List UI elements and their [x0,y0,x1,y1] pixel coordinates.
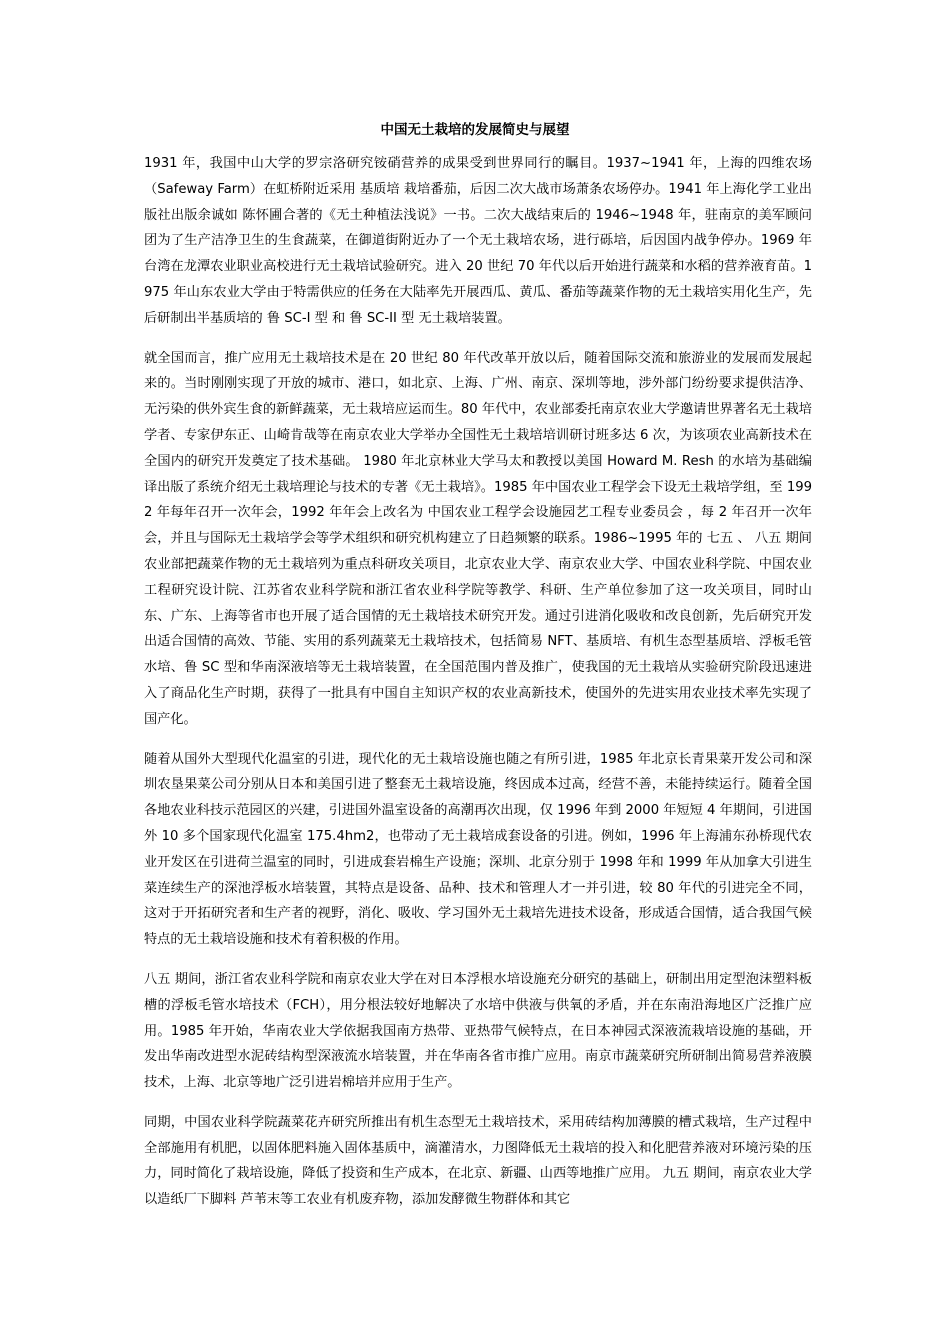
paragraph-organic-cultivation: 同期，中国农业科学院蔬菜花卉研究所推出有机生态型无土栽培技术，采用砖结构加薄膜的槽式栽培，生产过程中全部施用有机肥，以固体肥料施入固体基质中，滴灌清水，力图降低无土栽培的投入和化肥营养液对环境污染的压力，同时简化了栽培设施，降低了投资和生产成本，在北京、新疆、山西等地推广应用。 九五 期间，南京农业大学以造纸厂下脚料 芦苇末等工农业有机废弃物，添加发酵微生物群体和其它 [144,1114,812,1208]
document-title: 中国无土栽培的发展简史与展望 [380,122,570,138]
paragraph-foreign-import: 随着从国外大型现代化温室的引进，现代化的无土栽培设施也随之有所引进，1985 年北京长青果菜开发公司和深圳农垦果菜公司分别从日本和美国引进了整套无土栽培设施，终因成本过高，经营不善，未能持续运行。随着全国各地农业科技示范园区的兴建，引进国外温室设备的高潮再次出现，仅 1996 年到 2000 年短短 4 年期间，引进国外 10 多个国家现代化温室 175.4hm2，也带动了无土栽培成套设备的引进。例如，1996 年上海浦东孙桥现代农业开发区在引进荷兰温室的同时，引进成套岩棉生产设施；深圳、北京分别于 1998 年和 1999 年从加拿大引进生菜连续生产的深池浮板水培装置，其特点是设备、品种、技术和管理人才一并引进，较 80 年代的引进完全不同，这对于开拓研究者和生产者的视野，消化、吸收、学习国外无土栽培先进技术设备，形成适合国情，适合我国气候特点的无土栽培设施和技术有着积极的作用。 [144,751,812,948]
document-body [144,151,812,1227]
paragraph-national-promotion: 就全国而言，推广应用无土栽培技术是在 20 世纪 80 年代改革开放以后，随着国际交流和旅游业的发展而发展起来的。当时刚刚实现了开放的城市、港口，如北京、上海、广州、南京、深圳等地，涉外部门纷纷要求提供洁净、无污染的供外宾生食的新鲜蔬菜，无土栽培应运而生。80 年代中，农业部委托南京农业大学邀请世界著名无土栽培学者、专家伊东正、山崎肯哉等在南京农业大学举办全国性无土栽培培训研讨班多达 6 次，为该项农业高新技术在全国内的研究开发奠定了技术基础。 1980 年北京林业大学马太和教授以美国 Howard M. Resh 的水培为基础编译出版了系统介绍无土栽培理论与技术的专著《无土栽培》。1985 年中国农业工程学会下设无土栽培学组，至 1992 年每年召开一次年会，1992 年年会上改名为 中国农业工程学会设施园艺工程专业委员会 ，每 2 年召开一次年会，并且与国际无土栽培学会等学术组织和研究机构建立了日趋频繁的联系。1986~1995 年的 七五 、 八五 期间农业部把蔬菜作物的无土栽培列为重点科研攻关项目，北京农业大学、南京农业大学、中国农业科学院、中国农业工程研究设计院、江苏省农业科学院和浙江省农业科学院等教学、科研、生产单位参加了这一攻关项目，同时山东、广东、上海等省市也开展了适合国情的无土栽培技术研究开发。通过引进消化吸收和改良创新，先后研究开发出适合国情的高效、节能、实用的系列蔬菜无土栽培技术，包括简易 NFT、基质培、有机生态型基质培、浮板毛管水培、鲁 SC 型和华南深液培等无土栽培装置，在全国范围内普及推广，使我国的无土栽培从实验研究阶段迅速进入了商品化生产时期，获得了一批具有中国自主知识产权的农业高新技术，使国外的先进实用农业技术率先实现了国产化。 [144,350,812,727]
paragraph-eighth-five-year: 八五 期间，浙江省农业科学院和南京农业大学在对日本浮根水培设施充分研究的基础上，研制出用定型泡沫塑料板槽的浮板毛管水培技术（FCH），用分根法较好地解决了水培中供液与供氧的矛盾，并在东南沿海地区广泛推广应用。1985 年开始，华南农业大学依据我国南方热带、亚热带气候特点，在日本神园式深液流栽培设施的基础，开发出华南改进型水泥砖结构型深液流水培装置，并在华南各省市推广应用。南京市蔬菜研究所研制出简易营养液膜技术，上海、北京等地广泛引进岩棉培并应用于生产。 [144,971,812,1091]
paragraph-history-early: 1931 年，我国中山大学的罗宗洛研究铵硝营养的成果受到世界同行的瞩目。1937~1941 年，上海的四维农场（Safeway Farm）在虹桥附近采用 基质培 栽培番茄，后因二次大战市场萧条农场停办。1941 年上海化学工业出版社出版余诚如 陈怀圃合著的《无土种植法浅说》一书。二次大战结束后的 1946~1948 年，驻南京的美军顾问团为了生产洁净卫生的生食蔬菜，在御道街附近办了一个无土栽培农场，进行砾培，后因国内战争停办。1969 年台湾在龙潭农业职业高校进行无土栽培试验研究。进入 20 世纪 70 年代以后开始进行蔬菜和水稻的营养液育苗。1975 年山东农业大学由于特需供应的任务在大陆率先开展西瓜、黄瓜、番茄等蔬菜作物的无土栽培实用化生产，先后研制出半基质培的 鲁 SC-I 型 和 鲁 SC-II 型 无土栽培装置。 [144,156,812,326]
